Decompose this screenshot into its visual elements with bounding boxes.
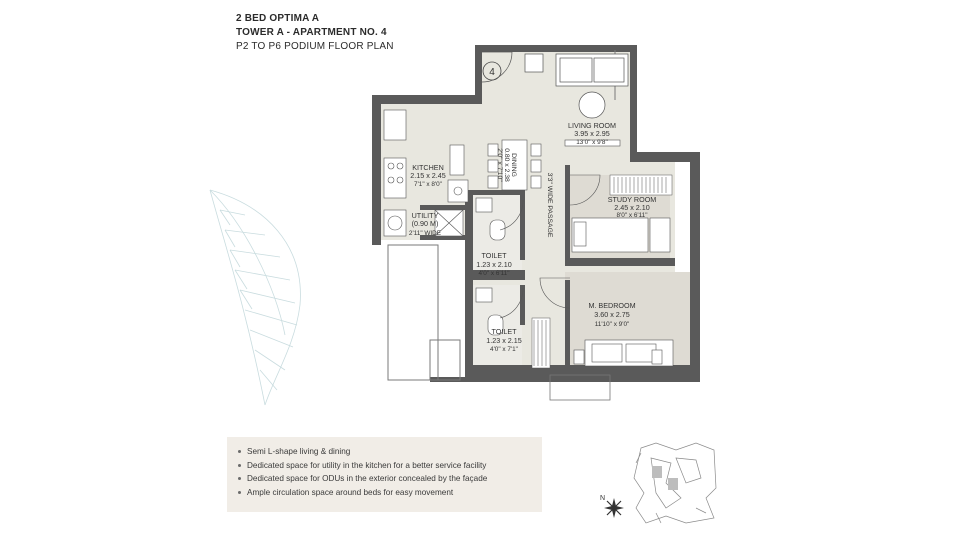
utility-imperial: 2'11" WIDE <box>408 230 442 237</box>
bedroom-metric: 3.60 x 2.75 <box>594 310 630 319</box>
study-bed-icon <box>572 218 670 252</box>
features-panel <box>227 437 542 512</box>
feature-item: Semi L-shape living & dining <box>237 445 542 459</box>
tower-apartment-title: TOWER A - APARTMENT NO. 4 <box>236 27 387 38</box>
kitchen-imperial: 7'1" x 8'0" <box>414 181 442 188</box>
utility-metric: (0.90 M) <box>411 219 439 228</box>
dining-label: DINING <box>510 153 517 177</box>
living-room-metric: 3.95 x 2.95 <box>574 129 610 138</box>
kitchen-metric: 2.15 x 2.45 <box>410 171 446 180</box>
feature-item: Ample circulation space around beds for easy movement <box>237 486 542 500</box>
passage-label: 3'3" WIDE PASSAGE <box>546 172 553 238</box>
unit-type-title: 2 BED OPTIMA A <box>236 13 320 24</box>
bedroom-imperial: 11'10" x 9'0" <box>594 321 630 328</box>
floor-plan-subtitle: P2 TO P6 PODIUM FLOOR PLAN <box>236 41 394 52</box>
bedroom-bed-icon <box>574 340 673 366</box>
apartment-number: 4 <box>489 67 495 78</box>
study-room-imperial: 8'0" x 6'11" <box>616 212 648 219</box>
utility-label: UTILITY <box>411 211 439 220</box>
wardrobe-icon <box>610 175 672 195</box>
bedroom-label: M. BEDROOM <box>588 301 636 310</box>
toilet-2-imperial: 4'0" x 7'1" <box>490 346 518 353</box>
toilet-2-metric: 1.23 x 2.15 <box>486 336 522 345</box>
north-label: N <box>600 495 606 502</box>
living-room-imperial: 13'0" x 9'8" <box>576 139 608 146</box>
compass-icon <box>604 498 624 518</box>
dining-imperial: 2'0" x 7'10" <box>496 148 503 182</box>
bedroom-wardrobe-icon <box>532 318 550 368</box>
living-room-label: LIVING ROOM <box>568 121 616 130</box>
feature-item: Dedicated space for ODUs in the exterior concealed by the façade <box>237 472 542 486</box>
toilet-1-metric: 1.23 x 2.10 <box>476 260 512 269</box>
coffee-table-icon <box>579 92 605 118</box>
floor-plan <box>360 40 705 415</box>
dining-metric: 0.80 x 2.38 <box>503 148 510 182</box>
features-list <box>227 437 542 499</box>
decorative-leaf-illustration <box>205 185 315 415</box>
study-room-metric: 2.45 x 2.10 <box>614 203 650 212</box>
study-room-label: STUDY ROOM <box>607 195 657 204</box>
toilet-2-label: TOILET <box>491 327 517 336</box>
feature-item: Dedicated space for utility in the kitchen for a better service facility <box>237 459 542 473</box>
toilet-1-label: TOILET <box>481 251 507 260</box>
key-plan <box>596 438 726 535</box>
kitchen-label: KITCHEN <box>412 163 444 172</box>
toilet-1-imperial: 4'0" x 6'11" <box>478 270 510 277</box>
